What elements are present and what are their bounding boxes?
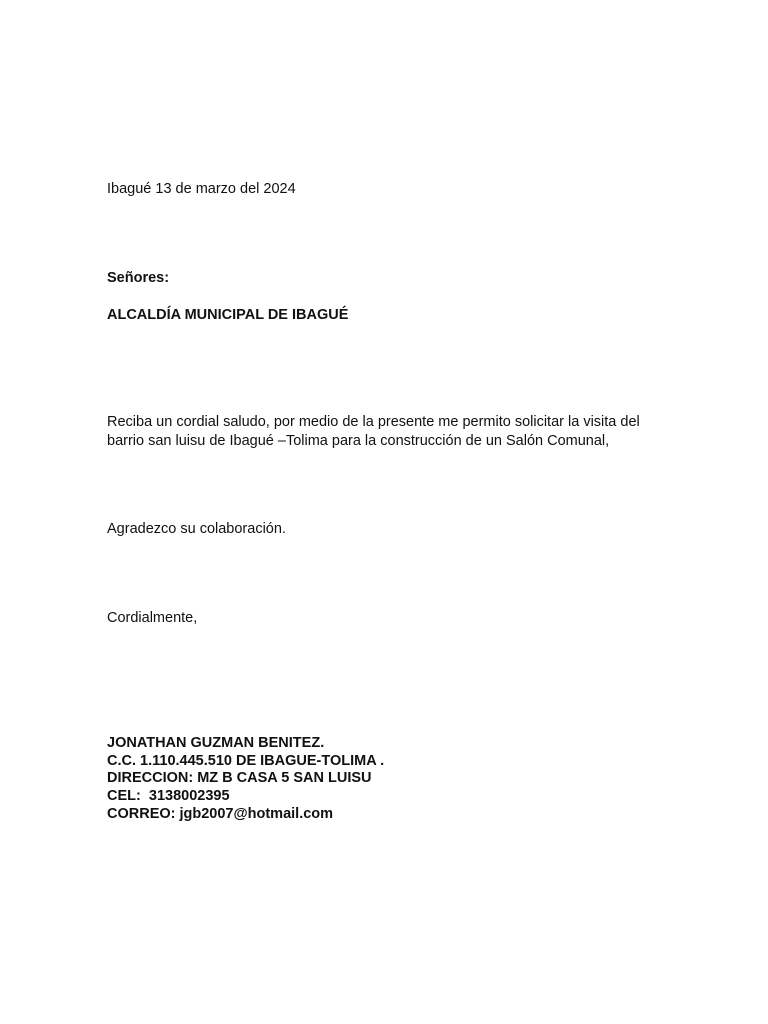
signature-name: JONATHAN GUZMAN BENITEZ. (107, 735, 325, 751)
body-paragraph-line-1: Reciba un cordial saludo, por medio de la presente me permito solicitar la visita del (107, 414, 640, 430)
letter-date: Ibagué 13 de marzo del 2024 (107, 181, 296, 197)
signature-email: CORREO: jgb2007@hotmail.com (107, 806, 334, 822)
body-paragraph-line-2: barrio san luisu de Ibagué –Tolima para la construcción de un Salón Comunal, (107, 433, 610, 449)
signature-id: C.C. 1.110.445.510 DE IBAGUE-TOLIMA . (107, 753, 385, 769)
signature-address: DIRECCION: MZ B CASA 5 SAN LUISU (107, 770, 372, 786)
thanks-line: Agradezco su colaboración. (107, 521, 286, 537)
recipient-title: Señores: (107, 270, 170, 286)
signature-phone: CEL: 3138002395 (107, 788, 230, 804)
closing-line: Cordialmente, (107, 610, 198, 626)
recipient-organization: ALCALDÍA MUNICIPAL DE IBAGUÉ (107, 307, 349, 323)
